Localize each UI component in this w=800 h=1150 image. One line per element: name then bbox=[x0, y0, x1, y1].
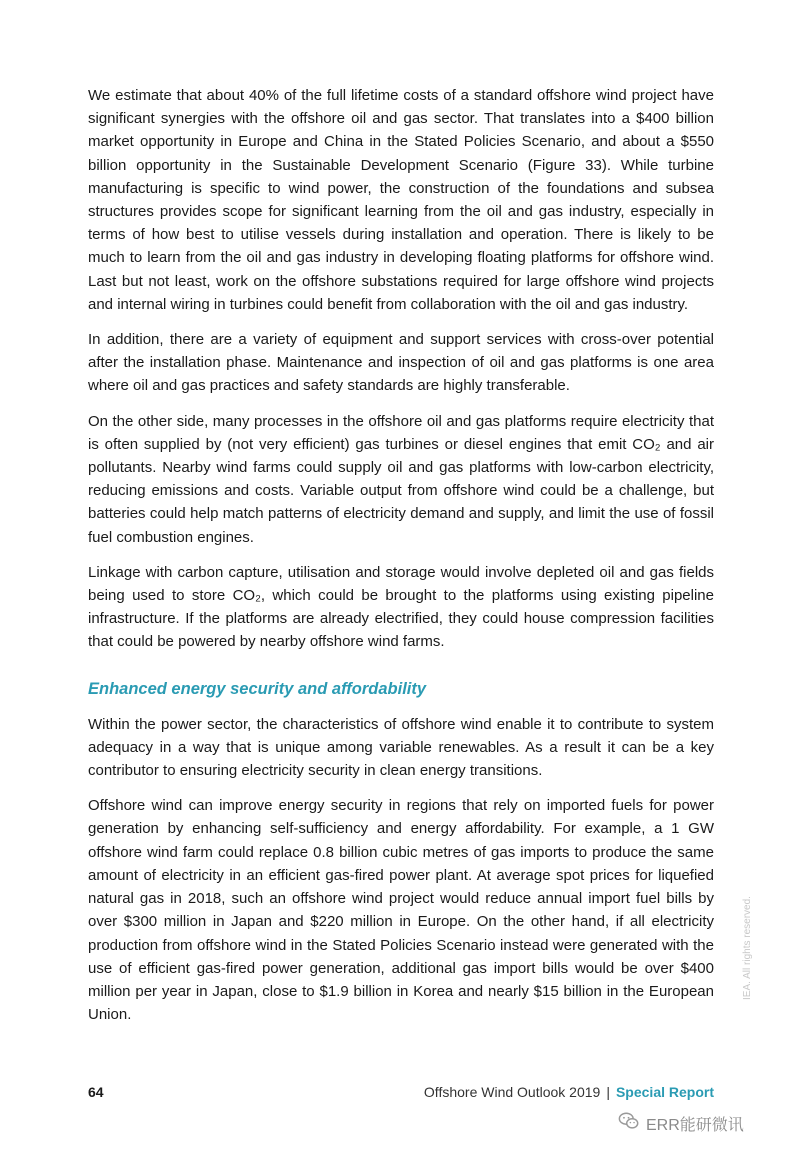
section-heading: Enhanced energy security and affordability bbox=[88, 679, 427, 698]
watermark bbox=[618, 1110, 744, 1136]
wechat-icon bbox=[618, 1110, 640, 1137]
paragraph-electricity: On the other side, many processes in the offshore oil and gas platforms require electricity that is often supplied by (not very efficient) gas turbines or diesel engines that emit CO₂ and air pollutants. Nearby wind farms could supply oil and gas platforms with low-carbon electricity, reducing emissions and costs. Variable output from offshore wind could be a challenge, but batteries could help match patterns of electricity demand and supply, and limit the use of fossil fuel combustion engines. bbox=[88, 412, 714, 546]
paragraph-synergies: We estimate that about 40% of the full lifetime costs of a standard offshore wind project have significant synergies with the offshore oil and gas sector. That translates into a $400 billion market opportunity in Europe and China in the Stated Policies Scenario, and about a $550 billion opportunity in the Sustainable Development Scenario (Figure 33). While turbine manufacturing is specific to wind power, the construction of the foundations and subsea structures provides scope for significant learning from the oil and gas industry, especially in terms of how best to utilise vessels during installation and operation. There is likely to be much to learn from the oil and gas industry in developing floating platforms for offshore wind. Last but not least, work on the offshore substations required for large offshore wind projects and internal wiring in turbines could benefit from collaboration with the oil and gas industry. bbox=[88, 87, 714, 313]
rights-note: IEA. All rights reserved. bbox=[742, 896, 753, 1000]
footer-title: Offshore Wind Outlook 2019 bbox=[423, 1084, 601, 1100]
page-number: 64 bbox=[88, 1084, 104, 1100]
watermark-label: ERR能研微讯 bbox=[646, 1116, 744, 1134]
paragraph-ccus: Linkage with carbon capture, utilisation and storage would involve depleted oil and gas fields being used to store CO₂, which could be brought to the platforms using existing pipeline infrastructure. If the platforms are already electrified, they could house compression facilities that could be powered by nearby offshore wind farms. bbox=[88, 563, 714, 651]
paragraph-services: In addition, there are a variety of equipment and support services with cross-over potential after the installation phase. Maintenance and inspection of oil and gas platforms is one area where oil and gas practices and safety standards are highly transferable. bbox=[88, 331, 714, 395]
footer-title-group bbox=[424, 1084, 714, 1100]
footer-separator: | bbox=[606, 1084, 610, 1100]
footer-report-label: Special Report bbox=[615, 1084, 714, 1100]
paragraph-adequacy: Within the power sector, the characteristics of offshore wind enable it to contribute to system adequacy in a way that is unique among variable renewables. As a result it can be a key contributor to ensuring electricity security in clean energy transitions. bbox=[88, 715, 714, 780]
document-body bbox=[88, 84, 714, 1038]
paragraph-energy-security: Offshore wind can improve energy security in regions that rely on imported fuels for power generation by enhancing self-sufficiency and energy affordability. For example, a 1 GW offshore wind farm could replace 0.8 billion cubic metres of gas imports to produce the same amount of electricity in an efficient gas-fired power plant. At average spot prices for liquefied natural gas in 2018, such an offshore wind project would reduce annual import fuel bills by over $300 million in Japan and $220 million in Europe. On the other hand, if all electricity production from offshore wind in the Stated Policies Scenario instead were generated with the use of efficient gas-fired power generation, additional gas import bills would be over $400 million per year in Japan, close to $1.9 billion in Korea and nearly $15 billion in the European Union. bbox=[88, 797, 714, 1024]
page-footer bbox=[88, 1084, 714, 1104]
